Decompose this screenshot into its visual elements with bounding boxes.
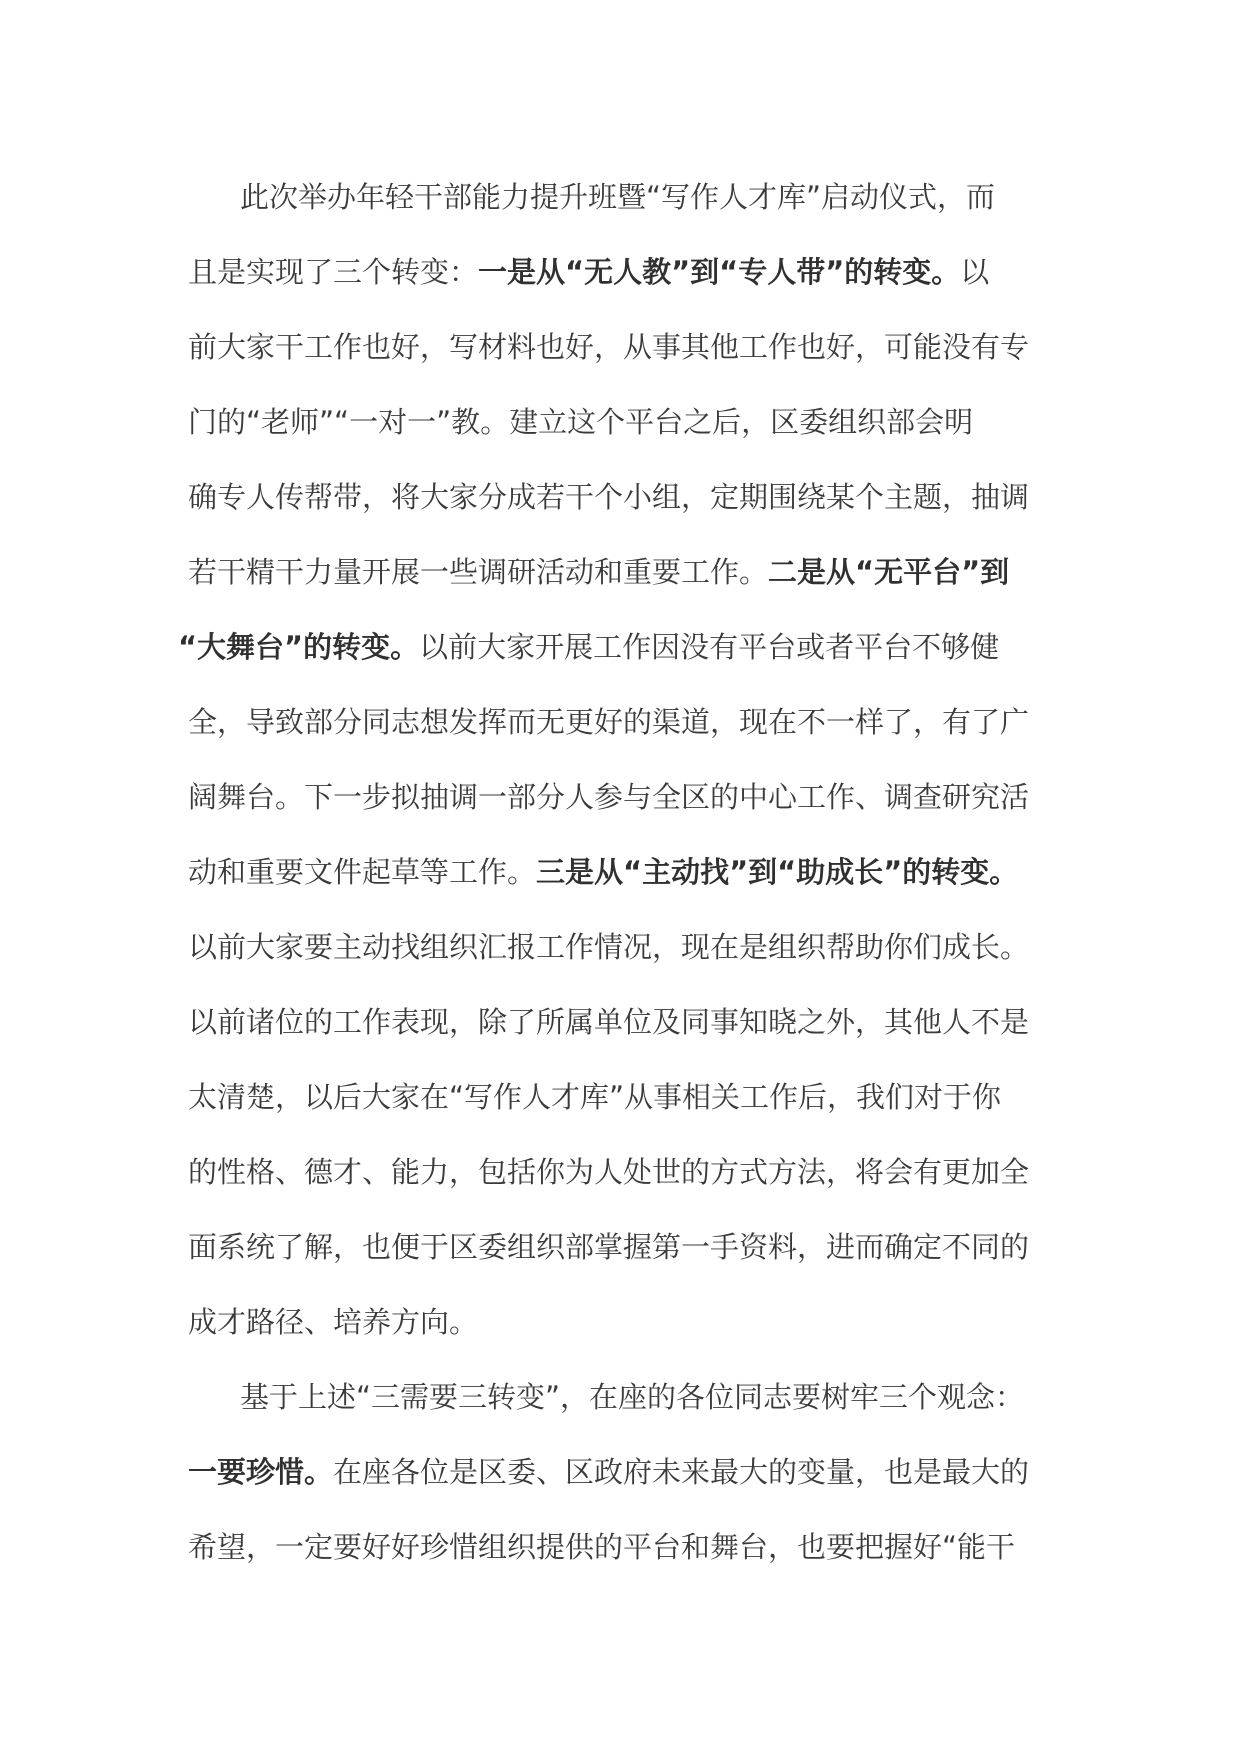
bold-text-segment: 一要珍惜。 (188, 1455, 334, 1489)
text-line (188, 842, 1058, 917)
text-segment: 太清楚，以后大家在“写作人才库”从事相关工作后，我们对于你 (188, 1080, 1002, 1114)
text-line (188, 392, 1058, 467)
text-segment: 门的“老师”“一对一”教。建立这个平台之后，区委组织部会明 (188, 405, 974, 439)
text-line (188, 1442, 1058, 1517)
text-line (188, 317, 1058, 392)
text-segment: 若干精干力量开展一些调研活动和重要工作。 (188, 555, 769, 589)
text-line (188, 1292, 1058, 1367)
bold-text-segment: 二是从“无平台”到 (768, 555, 1010, 589)
text-segment: 的性格、德才、能力，包括你为人处世的方式方法，将会有更加全 (188, 1155, 1030, 1189)
text-segment: 此次举办年轻干部能力提升班暨“写作人才库”启动仪式，而 (240, 180, 996, 214)
text-line (188, 242, 1058, 317)
text-line (188, 767, 1058, 842)
text-segment: 以前大家要主动找组织汇报工作情况，现在是组织帮助你们成长。 (188, 930, 1030, 964)
text-line (178, 617, 1058, 692)
text-line (188, 167, 1058, 242)
text-line (188, 992, 1058, 1067)
bold-text-segment: 三是从“主动找”到“助成长”的转变。 (536, 855, 1019, 889)
text-line (188, 542, 1058, 617)
bold-text-segment: “大舞台”的转变。 (178, 630, 420, 664)
text-line (188, 1142, 1058, 1217)
text-segment: 基于上述“三需要三转变”，在座的各位同志要树牢三个观念： (240, 1380, 1025, 1414)
text-segment: 阔舞台。下一步拟抽调一部分人参与全区的中心工作、调查研究活 (188, 780, 1030, 814)
body-text (178, 167, 1058, 1592)
text-segment: 成才路径、培养方向。 (188, 1305, 479, 1339)
text-line (188, 467, 1058, 542)
text-segment: 希望，一定要好好珍惜组织提供的平台和舞台，也要把握好“能干 (188, 1530, 1016, 1564)
bold-text-segment: 一是从“无人教”到“专人带”的转变。 (478, 255, 961, 289)
text-segment: 全，导致部分同志想发挥而无更好的渠道，现在不一样了，有了广 (188, 705, 1030, 739)
text-line (188, 1367, 1058, 1442)
text-segment: 以 (960, 255, 990, 289)
text-line (188, 917, 1058, 992)
text-segment: 且是实现了三个转变： (188, 255, 479, 289)
text-line (188, 1067, 1058, 1142)
text-segment: 在座各位是区委、区政府未来最大的变量，也是最大的 (333, 1455, 1030, 1489)
text-line (188, 1217, 1058, 1292)
text-segment: 以前诸位的工作表现，除了所属单位及同事知晓之外，其他人不是 (188, 1005, 1030, 1039)
text-line (188, 1517, 1058, 1592)
text-segment: 确专人传帮带，将大家分成若干个小组，定期围绕某个主题，抽调 (188, 480, 1030, 514)
text-segment: 动和重要文件起草等工作。 (188, 855, 537, 889)
text-segment: 以前大家开展工作因没有平台或者平台不够健 (419, 630, 1000, 664)
text-segment: 前大家干工作也好，写材料也好，从事其他工作也好，可能没有专 (188, 330, 1030, 364)
text-line (188, 692, 1058, 767)
text-segment: 面系统了解，也便于区委组织部掌握第一手资料，进而确定不同的 (188, 1230, 1030, 1264)
